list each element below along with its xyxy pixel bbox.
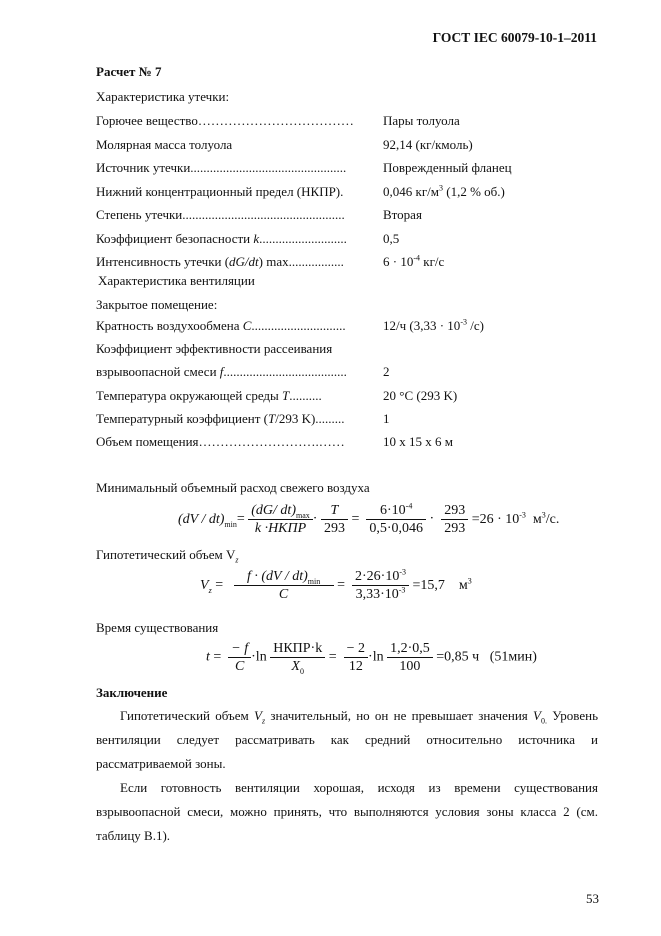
formula1-f3-num: 6·10 bbox=[380, 503, 406, 518]
parameter-label-part: Кратность воздухообмена bbox=[96, 318, 243, 333]
formula2-den2-sup: -3 bbox=[398, 585, 406, 595]
formula2-result: =15,7 bbox=[412, 577, 445, 593]
formula2-fraction-1 bbox=[234, 568, 334, 603]
formula1-lhs-sub: min bbox=[224, 519, 237, 529]
parameter-label bbox=[96, 364, 347, 380]
parameter-value bbox=[383, 184, 505, 200]
parameter-label bbox=[96, 231, 347, 247]
formula3-f2-num: НКПР·k bbox=[270, 640, 325, 658]
formula1-fraction-3 bbox=[366, 502, 426, 537]
formula3-f3-den: 12 bbox=[348, 659, 363, 674]
formula-hypothetical-volume: $V_z$ = $\frac{f \cdot (dV / dt)_{min}}{C}$ = $\frac{2\cdot 26\cdot 10^{-3}}{3,33\cdot 10^{-3}}$ =15,7 $м^3$ bbox=[200, 567, 472, 602]
para1-vz: V bbox=[254, 708, 262, 723]
parameter-label bbox=[96, 207, 345, 223]
parameter-value bbox=[383, 160, 512, 176]
parameter-label-part: Интенсивность утечки ( bbox=[96, 254, 230, 269]
vz-heading-text: Гипотетический объем V bbox=[96, 547, 236, 562]
formula2-num2: 2·26·10 bbox=[355, 569, 400, 584]
parameter-label-part: Коэффициент безопасности bbox=[96, 230, 254, 246]
formula3-ln: ·ln bbox=[251, 649, 267, 665]
parameter-value-text: 10 x 15 x 6 м bbox=[383, 434, 453, 449]
parameter-value bbox=[383, 137, 473, 153]
parameter-label-text: Горючее вещество……………………………… bbox=[96, 113, 354, 128]
parameter-value-part: (1,2 % об.) bbox=[443, 183, 505, 199]
page-number: 53 bbox=[586, 891, 599, 906]
formula3-fraction-3 bbox=[344, 640, 368, 675]
parameter-value-part: -3 bbox=[460, 317, 467, 327]
parameter-value-part: 6 · 10 bbox=[383, 254, 414, 269]
formula2-num2-sup: -3 bbox=[399, 567, 406, 577]
parameter-label-text: Коэффициент эффективности рассеивания bbox=[96, 341, 333, 357]
formula3-f4-num: 1,2·0,5 bbox=[387, 640, 433, 658]
parameter-label-part: T bbox=[282, 387, 290, 403]
parameter-label-part: k bbox=[253, 230, 260, 246]
formula3-f3-num: − 2 bbox=[344, 640, 368, 658]
formula2-lhs-sub: z bbox=[208, 585, 212, 595]
min-flow-heading: Минимальный объемный расход свежего воздуха bbox=[96, 480, 370, 495]
document-header: ГОСТ IEC 60079-10-1–2011 bbox=[432, 30, 597, 45]
closed-room-heading: Закрытое помещение: bbox=[96, 297, 218, 312]
formula2-fraction-2 bbox=[352, 568, 409, 603]
formula3-fraction-4 bbox=[387, 640, 433, 675]
parameter-label-part: взрывоопасной смеси bbox=[96, 364, 220, 380]
formula2-den2: 3,33·10 bbox=[355, 587, 399, 602]
parameter-value bbox=[383, 231, 399, 247]
formula1-f3-den: 0,5·0,046 bbox=[369, 521, 424, 536]
calculation-title: Расчет № 7 bbox=[96, 64, 162, 79]
formula1-f4-den: 293 bbox=[444, 521, 466, 536]
parameter-label bbox=[96, 411, 345, 427]
formula3-result-note: (51мин) bbox=[489, 649, 537, 665]
parameter-label-text: Молярная масса толуола bbox=[96, 136, 233, 152]
parameter-value-text: Вторая bbox=[383, 207, 422, 222]
parameter-label-part: Температура окружающей среды bbox=[96, 387, 283, 403]
formula3-ln2: ·ln bbox=[368, 649, 384, 665]
formula1-f2-den: 293 bbox=[323, 521, 345, 536]
formula1-f1-num: (dG/ dt) bbox=[251, 503, 296, 518]
parameter-value bbox=[383, 411, 390, 427]
parameter-label-part: dG/dt bbox=[229, 254, 259, 269]
formula2-num-sub: min bbox=[307, 576, 321, 586]
leak-characteristics-heading: Характеристика утечки: bbox=[96, 89, 230, 104]
para1-pre: Гипотетический объем bbox=[120, 708, 255, 723]
parameter-label-part: f bbox=[219, 364, 224, 380]
formula1-result-sup: -3 bbox=[519, 509, 526, 519]
parameter-label-part: C bbox=[242, 318, 252, 333]
formula2-lhs: V bbox=[200, 577, 209, 593]
parameter-value-text: 1 bbox=[383, 410, 390, 426]
formula3-result: =0,85 ч bbox=[436, 649, 480, 665]
hypothetical-volume-heading bbox=[96, 547, 239, 563]
formula3-f1-den: C bbox=[235, 659, 245, 674]
para1-mid: значительный, но он не превышает значения bbox=[265, 708, 534, 723]
parameter-label bbox=[96, 434, 345, 450]
para1-v0-sub: 0. bbox=[540, 716, 547, 726]
parameter-value-part: /с) bbox=[466, 318, 484, 333]
formula3-lhs: t bbox=[206, 649, 210, 665]
para1-vz-sub: z bbox=[261, 716, 266, 726]
formula1-unit-sup: 3 bbox=[541, 509, 546, 519]
parameter-label-text: Нижний концентрационный предел (НКПР). bbox=[96, 183, 344, 199]
formula1-f2-num: T bbox=[321, 502, 348, 520]
parameter-value bbox=[383, 254, 444, 270]
parameter-value bbox=[383, 113, 460, 129]
formula1-f3-num-sup: -4 bbox=[405, 501, 413, 511]
formula1-f4-num: 293 bbox=[441, 502, 468, 520]
formula1-fraction-1 bbox=[248, 502, 313, 537]
parameter-value-text: Пары толуола bbox=[383, 113, 460, 128]
parameter-value bbox=[383, 434, 453, 450]
formula3-f2-den-sub: 0 bbox=[299, 666, 304, 676]
ventilation-characteristics-heading: Характеристика вентиляции bbox=[98, 273, 255, 288]
parameter-label-text: Источник утечки................................................ bbox=[96, 160, 347, 175]
parameter-label bbox=[96, 254, 344, 270]
formula2-unit-sup: 3 bbox=[467, 575, 472, 585]
parameter-value bbox=[383, 364, 390, 380]
parameter-label-part: ........................... bbox=[259, 230, 347, 246]
formula1-unit-post: /с. bbox=[545, 511, 560, 527]
parameter-label bbox=[96, 137, 232, 153]
formula2-num: f · (dV / dt) bbox=[246, 569, 308, 584]
parameter-value-part: 0,046 кг/м bbox=[383, 183, 439, 199]
parameter-label bbox=[96, 388, 322, 404]
formula1-unit: м bbox=[532, 511, 542, 527]
parameter-label bbox=[96, 341, 332, 357]
parameter-label-part: ............................. bbox=[251, 318, 346, 333]
parameter-value-part: -4 bbox=[413, 253, 421, 263]
formula2-den: C bbox=[278, 587, 289, 602]
parameter-value-text: 0,5 bbox=[383, 230, 400, 246]
formula1-fraction-2 bbox=[321, 502, 348, 537]
formula-min-flow: $(dV / dt)_{min}=$ $\frac{(dG/ dt)_{max}}{\text{k ·НКПР}}$ · $\frac{T}{293}$ = $\frac{6\cdot 10^{-4}}{0,5\cdot 0,046}$ · $\frac{293}{293}$ $=26 \cdot 10^{-3}$ $м^3/с$. bbox=[178, 501, 560, 536]
parameter-label-text: Объем помещения……………………….…… bbox=[96, 434, 345, 449]
parameter-label bbox=[96, 318, 346, 334]
parameter-label-part: Температурный коэффициент ( bbox=[96, 410, 268, 426]
parameter-value bbox=[383, 318, 484, 334]
formula-existence-time: t = $\frac{- f}{C}$ ·ln $\frac{\text{НКПР·k}}{X_0}$ = $\frac{- 2}{12}$ ·ln $\frac{1,2\cdot 0,5}{100}$ =0,85 ч (51мин) bbox=[206, 641, 537, 676]
parameter-label-part: ...................................... bbox=[223, 364, 347, 380]
formula1-fraction-4 bbox=[441, 502, 468, 537]
parameter-label-part: T bbox=[267, 410, 276, 426]
parameter-value-text: 2 bbox=[383, 364, 390, 380]
parameter-value-part: 3 bbox=[439, 183, 443, 193]
conclusion-heading: Заключение bbox=[96, 685, 168, 700]
parameter-label bbox=[96, 184, 343, 200]
formula3-f2-den: X bbox=[291, 659, 300, 674]
para1-post: Уровень вентиляции следует рассматривать как средний относительно источника и рассматриваемой зоны. bbox=[96, 708, 599, 771]
conclusion-paragraph-1 bbox=[96, 704, 598, 776]
conclusion-paragraph-2: Если готовность вентиляции хорошая, исходя из времени существования взрывоопасной смеси, можно принять, что выполняются условия зоны класса 2 (см. таблицу B.1). bbox=[96, 780, 598, 843]
parameter-value bbox=[383, 388, 457, 404]
parameter-label-text: Степень утечки.................................................. bbox=[96, 207, 345, 222]
formula1-result: =26 · 10 bbox=[471, 511, 520, 527]
parameter-value bbox=[383, 207, 422, 223]
vz-heading-sub: z bbox=[235, 555, 239, 565]
parameter-label bbox=[96, 160, 346, 176]
parameter-value-text: Поврежденный фланец bbox=[383, 160, 512, 175]
formula3-fraction-2 bbox=[270, 640, 325, 675]
formula3-f1-num: − f bbox=[228, 640, 251, 658]
formula1-lhs: (dV / dt) bbox=[178, 511, 225, 527]
parameter-label bbox=[96, 113, 354, 129]
formula1-f1-den: k ·НКПР bbox=[254, 521, 307, 536]
parameter-label-part: .......... bbox=[289, 387, 322, 403]
existence-time-heading: Время существования bbox=[96, 620, 219, 635]
parameter-value-part: кг/с bbox=[420, 254, 445, 269]
formula2-unit: м bbox=[458, 577, 468, 593]
parameter-label-part: ) max................. bbox=[258, 254, 344, 269]
formula3-fraction-1 bbox=[228, 640, 251, 675]
formula1-f1-num-sub: max bbox=[295, 510, 310, 520]
parameter-value-text: 20 °C (293 K) bbox=[383, 387, 458, 403]
para1-v0: V bbox=[533, 708, 541, 723]
parameter-value-text: 92,14 (кг/кмоль) bbox=[383, 136, 473, 152]
formula3-f4-den: 100 bbox=[399, 659, 421, 674]
parameter-label-part: /293 K)......... bbox=[275, 410, 345, 426]
parameter-value-part: 12/ч (3,33 · 10 bbox=[383, 318, 461, 333]
